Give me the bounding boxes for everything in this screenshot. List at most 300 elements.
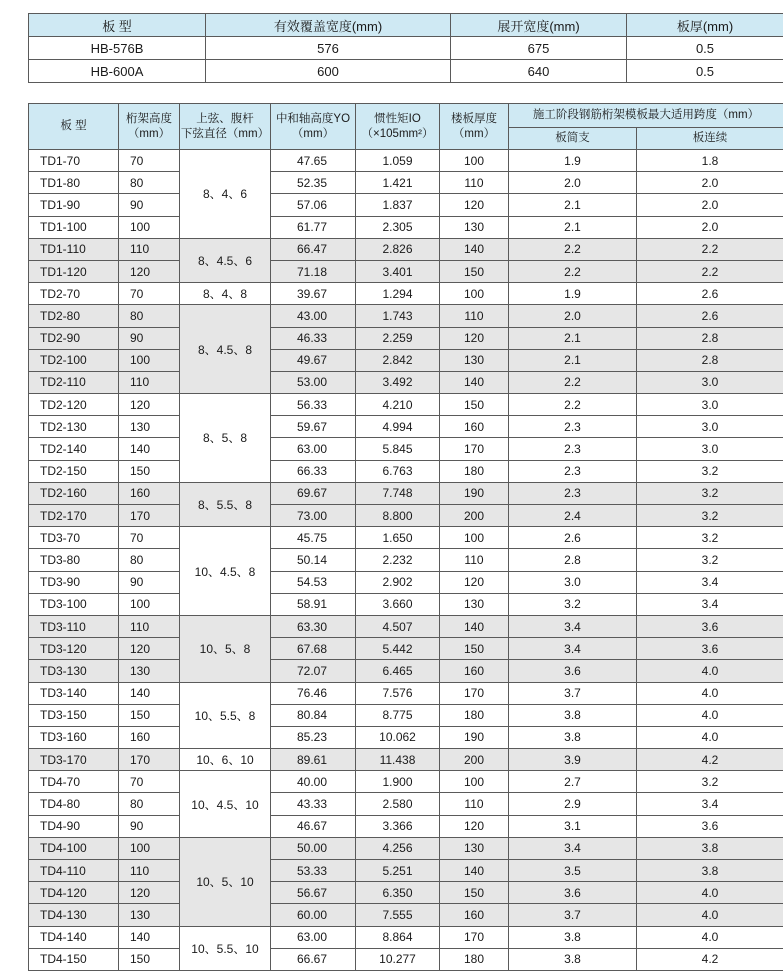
- inertia-cell: 3.492: [356, 371, 440, 393]
- slab-thickness-cell: 170: [440, 926, 509, 948]
- simple-span-cell: 3.7: [509, 904, 637, 926]
- simple-span-cell: 3.4: [509, 638, 637, 660]
- inertia-cell: 7.748: [356, 482, 440, 504]
- header-slab-thickness: [440, 104, 509, 150]
- header-continuous: 板连续: [637, 128, 783, 150]
- inertia-cell: 2.826: [356, 238, 440, 260]
- inertia-cell: 3.366: [356, 815, 440, 837]
- inertia-cell: 8.775: [356, 704, 440, 726]
- table-row: [29, 194, 783, 216]
- simple-span-cell: 2.4: [509, 505, 637, 527]
- header-inertia-l2: （×105mm²）: [361, 127, 434, 140]
- truss-height-cell: 70: [119, 150, 180, 172]
- header-truss-height: [119, 104, 180, 150]
- inertia-cell: 3.660: [356, 593, 440, 615]
- board-type-cell: TD4-100: [29, 837, 119, 859]
- truss-height-cell: 160: [119, 726, 180, 748]
- chord-diameter-cell: 10、5、10: [180, 837, 271, 926]
- continuous-span-cell: 3.6: [637, 638, 783, 660]
- simple-span-cell: 2.8: [509, 549, 637, 571]
- truss-height-cell: 130: [119, 416, 180, 438]
- simple-span-cell: 2.1: [509, 216, 637, 238]
- slab-thickness-cell: 160: [440, 660, 509, 682]
- continuous-span-cell: 3.8: [637, 860, 783, 882]
- board-type-cell: TD2-110: [29, 371, 119, 393]
- simple-span-cell: 3.6: [509, 660, 637, 682]
- table-cell: 0.5: [627, 37, 783, 60]
- inertia-cell: 5.251: [356, 860, 440, 882]
- slab-thickness-cell: 160: [440, 416, 509, 438]
- continuous-span-cell: 4.0: [637, 682, 783, 704]
- header-effective-width: 有效覆盖宽度(mm): [206, 14, 451, 37]
- neutral-axis-cell: 59.67: [271, 416, 356, 438]
- chord-diameter-cell: 8、4.5、6: [180, 238, 271, 282]
- simple-span-cell: 2.7: [509, 771, 637, 793]
- slab-thickness-cell: 130: [440, 837, 509, 859]
- table-cell: HB-600A: [29, 60, 206, 83]
- inertia-cell: 1.743: [356, 305, 440, 327]
- truss-height-cell: 110: [119, 860, 180, 882]
- simple-span-cell: 2.1: [509, 327, 637, 349]
- slab-thickness-cell: 170: [440, 682, 509, 704]
- neutral-axis-cell: 58.91: [271, 593, 356, 615]
- slab-thickness-cell: 170: [440, 438, 509, 460]
- neutral-axis-cell: 50.14: [271, 549, 356, 571]
- table-row: [29, 948, 783, 970]
- continuous-span-cell: 3.2: [637, 549, 783, 571]
- table-row: [29, 416, 783, 438]
- board-type-cell: TD1-90: [29, 194, 119, 216]
- slab-thickness-cell: 130: [440, 349, 509, 371]
- truss-height-cell: 100: [119, 837, 180, 859]
- board-type-cell: TD4-150: [29, 948, 119, 970]
- table-row: [29, 394, 783, 416]
- inertia-cell: 4.210: [356, 394, 440, 416]
- slab-thickness-cell: 190: [440, 482, 509, 504]
- simple-span-cell: 2.0: [509, 305, 637, 327]
- continuous-span-cell: 4.0: [637, 704, 783, 726]
- slab-thickness-cell: 100: [440, 527, 509, 549]
- truss-height-cell: 130: [119, 660, 180, 682]
- header-thickness-l1: 楼板厚度: [451, 112, 497, 125]
- header-chord-l2: 下弦直径（mm）: [180, 127, 270, 140]
- inertia-cell: 2.842: [356, 349, 440, 371]
- header-truss-height-l1: 桁架高度: [126, 112, 172, 125]
- slab-thickness-cell: 130: [440, 593, 509, 615]
- simple-span-cell: 3.8: [509, 948, 637, 970]
- truss-height-cell: 90: [119, 327, 180, 349]
- slab-thickness-cell: 120: [440, 194, 509, 216]
- inertia-cell: 8.800: [356, 505, 440, 527]
- truss-height-cell: 150: [119, 704, 180, 726]
- chord-diameter-cell: 10、5、8: [180, 615, 271, 682]
- truss-height-cell: 120: [119, 638, 180, 660]
- inertia-cell: 1.294: [356, 283, 440, 305]
- chord-diameter-cell: 8、5.5、8: [180, 482, 271, 526]
- table-row: [29, 749, 783, 771]
- truss-height-cell: 170: [119, 749, 180, 771]
- table-row: [29, 327, 783, 349]
- slab-thickness-cell: 140: [440, 615, 509, 637]
- table-row: [29, 660, 783, 682]
- continuous-span-cell: 2.2: [637, 238, 783, 260]
- simple-span-cell: 3.0: [509, 571, 637, 593]
- truss-height-cell: 140: [119, 682, 180, 704]
- board-type-cell: TD3-70: [29, 527, 119, 549]
- simple-span-cell: 2.3: [509, 482, 637, 504]
- neutral-axis-cell: 72.07: [271, 660, 356, 682]
- header-neutral-l1: 中和轴高度YO: [275, 112, 351, 125]
- neutral-axis-cell: 67.68: [271, 638, 356, 660]
- neutral-axis-cell: 66.67: [271, 948, 356, 970]
- neutral-axis-cell: 50.00: [271, 837, 356, 859]
- neutral-axis-cell: 53.00: [271, 371, 356, 393]
- header-board-type: 板 型: [29, 104, 119, 150]
- board-type-cell: TD1-100: [29, 216, 119, 238]
- truss-height-cell: 80: [119, 305, 180, 327]
- header-board-thickness: 板厚(mm): [627, 14, 783, 37]
- simple-span-cell: 2.3: [509, 460, 637, 482]
- header-inertia-l1: 惯性矩IO: [374, 112, 421, 125]
- board-type-cell: TD2-80: [29, 305, 119, 327]
- simple-span-cell: 3.8: [509, 704, 637, 726]
- chord-diameter-cell: 10、4.5、10: [180, 771, 271, 838]
- slab-thickness-cell: 140: [440, 238, 509, 260]
- slab-thickness-cell: 140: [440, 371, 509, 393]
- truss-height-cell: 100: [119, 593, 180, 615]
- inertia-cell: 11.438: [356, 749, 440, 771]
- simple-span-cell: 3.5: [509, 860, 637, 882]
- inertia-cell: 6.465: [356, 660, 440, 682]
- truss-height-cell: 90: [119, 571, 180, 593]
- truss-height-cell: 150: [119, 460, 180, 482]
- table-row: [29, 482, 783, 504]
- truss-height-cell: 110: [119, 371, 180, 393]
- neutral-axis-cell: 61.77: [271, 216, 356, 238]
- table-row: [29, 438, 783, 460]
- simple-span-cell: 3.4: [509, 837, 637, 859]
- table-row: [29, 815, 783, 837]
- inertia-cell: 2.259: [356, 327, 440, 349]
- continuous-span-cell: 3.8: [637, 837, 783, 859]
- board-type-cell: TD3-170: [29, 749, 119, 771]
- inertia-cell: 5.845: [356, 438, 440, 460]
- header-chord-l1: 上弦、腹杆: [196, 112, 254, 125]
- table-cell: 0.5: [627, 60, 783, 83]
- table-row: [29, 172, 783, 194]
- table-row: [29, 593, 783, 615]
- simple-span-cell: 1.9: [509, 150, 637, 172]
- inertia-cell: 5.442: [356, 638, 440, 660]
- slab-thickness-cell: 120: [440, 815, 509, 837]
- board-type-cell: TD3-110: [29, 615, 119, 637]
- neutral-axis-cell: 63.00: [271, 926, 356, 948]
- continuous-span-cell: 4.0: [637, 726, 783, 748]
- neutral-axis-cell: 57.06: [271, 194, 356, 216]
- header-board-type: 板 型: [29, 14, 206, 37]
- board-type-cell: TD2-120: [29, 394, 119, 416]
- truss-height-cell: 80: [119, 793, 180, 815]
- continuous-span-cell: 3.0: [637, 394, 783, 416]
- truss-height-cell: 130: [119, 904, 180, 926]
- truss-height-cell: 170: [119, 505, 180, 527]
- inertia-cell: 1.650: [356, 527, 440, 549]
- table-row: [29, 926, 783, 948]
- continuous-span-cell: 3.4: [637, 593, 783, 615]
- continuous-span-cell: 4.0: [637, 660, 783, 682]
- board-type-cell: TD2-140: [29, 438, 119, 460]
- continuous-span-cell: 2.0: [637, 194, 783, 216]
- header-moment-of-inertia: [356, 104, 440, 150]
- continuous-span-cell: 3.0: [637, 416, 783, 438]
- neutral-axis-cell: 85.23: [271, 726, 356, 748]
- table-row: [29, 549, 783, 571]
- board-type-cell: TD4-80: [29, 793, 119, 815]
- continuous-span-cell: 2.0: [637, 216, 783, 238]
- truss-height-cell: 70: [119, 283, 180, 305]
- table-row: [29, 860, 783, 882]
- table-row: [29, 726, 783, 748]
- slab-thickness-cell: 150: [440, 882, 509, 904]
- continuous-span-cell: 3.2: [637, 505, 783, 527]
- chord-diameter-cell: 8、5、8: [180, 394, 271, 483]
- slab-thickness-cell: 150: [440, 638, 509, 660]
- board-spec-header-row: [29, 14, 783, 37]
- truss-height-cell: 120: [119, 394, 180, 416]
- inertia-cell: 8.864: [356, 926, 440, 948]
- inertia-cell: 6.763: [356, 460, 440, 482]
- simple-span-cell: 2.1: [509, 194, 637, 216]
- board-type-cell: TD1-120: [29, 260, 119, 282]
- slab-thickness-cell: 140: [440, 860, 509, 882]
- board-type-cell: TD2-130: [29, 416, 119, 438]
- board-type-cell: TD2-170: [29, 505, 119, 527]
- simple-span-cell: 2.0: [509, 172, 637, 194]
- board-spec-table: [28, 13, 783, 83]
- continuous-span-cell: 1.8: [637, 150, 783, 172]
- simple-span-cell: 3.2: [509, 593, 637, 615]
- slab-thickness-cell: 150: [440, 260, 509, 282]
- board-type-cell: TD2-160: [29, 482, 119, 504]
- board-type-cell: TD4-70: [29, 771, 119, 793]
- truss-height-cell: 120: [119, 260, 180, 282]
- slab-thickness-cell: 110: [440, 793, 509, 815]
- table-row: [29, 371, 783, 393]
- table-row: [29, 704, 783, 726]
- inertia-cell: 1.059: [356, 150, 440, 172]
- neutral-axis-cell: 52.35: [271, 172, 356, 194]
- inertia-cell: 4.994: [356, 416, 440, 438]
- table-row: [29, 349, 783, 371]
- neutral-axis-cell: 71.18: [271, 260, 356, 282]
- board-type-cell: TD4-130: [29, 904, 119, 926]
- chord-diameter-cell: 8、4、6: [180, 150, 271, 239]
- inertia-cell: 1.900: [356, 771, 440, 793]
- chord-diameter-cell: 10、4.5、8: [180, 527, 271, 616]
- truss-height-cell: 100: [119, 349, 180, 371]
- continuous-span-cell: 3.0: [637, 438, 783, 460]
- truss-height-cell: 160: [119, 482, 180, 504]
- neutral-axis-cell: 46.67: [271, 815, 356, 837]
- table-row: [29, 460, 783, 482]
- table-cell: 640: [451, 60, 627, 83]
- slab-thickness-cell: 200: [440, 505, 509, 527]
- continuous-span-cell: 2.6: [637, 305, 783, 327]
- simple-span-cell: 3.8: [509, 726, 637, 748]
- slab-thickness-cell: 180: [440, 704, 509, 726]
- inertia-cell: 1.421: [356, 172, 440, 194]
- simple-span-cell: 1.9: [509, 283, 637, 305]
- truss-height-cell: 140: [119, 438, 180, 460]
- chord-diameter-cell: 10、5.5、8: [180, 682, 271, 749]
- slab-thickness-cell: 150: [440, 394, 509, 416]
- slab-thickness-cell: 120: [440, 327, 509, 349]
- chord-diameter-cell: 8、4.5、8: [180, 305, 271, 394]
- inertia-cell: 2.232: [356, 549, 440, 571]
- neutral-axis-cell: 63.00: [271, 438, 356, 460]
- simple-span-cell: 2.2: [509, 371, 637, 393]
- truss-height-cell: 150: [119, 948, 180, 970]
- table-row: [29, 682, 783, 704]
- header-neutral-l2: （mm）: [291, 127, 335, 140]
- slab-thickness-cell: 180: [440, 460, 509, 482]
- continuous-span-cell: 3.6: [637, 815, 783, 837]
- header-max-span-group: 施工阶段钢筋桁架模板最大适用跨度（mm）: [509, 104, 783, 128]
- truss-height-cell: 70: [119, 527, 180, 549]
- simple-span-cell: 3.1: [509, 815, 637, 837]
- slab-thickness-cell: 190: [440, 726, 509, 748]
- simple-span-cell: 2.3: [509, 438, 637, 460]
- continuous-span-cell: 3.0: [637, 371, 783, 393]
- simple-span-cell: 3.9: [509, 749, 637, 771]
- continuous-span-cell: 2.8: [637, 327, 783, 349]
- slab-thickness-cell: 100: [440, 150, 509, 172]
- neutral-axis-cell: 54.53: [271, 571, 356, 593]
- inertia-cell: 2.305: [356, 216, 440, 238]
- slab-thickness-cell: 110: [440, 172, 509, 194]
- neutral-axis-cell: 89.61: [271, 749, 356, 771]
- table-row: [29, 37, 783, 60]
- simple-span-cell: 2.2: [509, 238, 637, 260]
- continuous-span-cell: 4.0: [637, 882, 783, 904]
- table-row: [29, 771, 783, 793]
- board-type-cell: TD4-110: [29, 860, 119, 882]
- slab-thickness-cell: 100: [440, 771, 509, 793]
- continuous-span-cell: 3.4: [637, 571, 783, 593]
- continuous-span-cell: 4.2: [637, 948, 783, 970]
- chord-diameter-cell: 8、4、8: [180, 283, 271, 305]
- board-type-cell: TD2-70: [29, 283, 119, 305]
- neutral-axis-cell: 43.00: [271, 305, 356, 327]
- header-thickness-l2: （mm）: [452, 127, 496, 140]
- neutral-axis-cell: 47.65: [271, 150, 356, 172]
- table-row: [29, 260, 783, 282]
- simple-span-cell: 2.2: [509, 260, 637, 282]
- table-cell: 576: [206, 37, 451, 60]
- table-row: [29, 882, 783, 904]
- header-truss-height-l2: （mm）: [127, 127, 171, 140]
- neutral-axis-cell: 73.00: [271, 505, 356, 527]
- slab-thickness-cell: 110: [440, 549, 509, 571]
- inertia-cell: 7.576: [356, 682, 440, 704]
- neutral-axis-cell: 49.67: [271, 349, 356, 371]
- table-row: [29, 615, 783, 637]
- continuous-span-cell: 3.2: [637, 482, 783, 504]
- inertia-cell: 4.256: [356, 837, 440, 859]
- neutral-axis-cell: 66.33: [271, 460, 356, 482]
- continuous-span-cell: 3.2: [637, 771, 783, 793]
- truss-height-cell: 100: [119, 216, 180, 238]
- table-cell: 600: [206, 60, 451, 83]
- board-type-cell: TD3-100: [29, 593, 119, 615]
- inertia-cell: 10.277: [356, 948, 440, 970]
- truss-height-cell: 110: [119, 615, 180, 637]
- header-chord-diameter: [180, 104, 271, 150]
- continuous-span-cell: 4.0: [637, 926, 783, 948]
- inertia-cell: 2.580: [356, 793, 440, 815]
- continuous-span-cell: 4.2: [637, 749, 783, 771]
- simple-span-cell: 3.4: [509, 615, 637, 637]
- board-type-cell: TD3-80: [29, 549, 119, 571]
- inertia-cell: 3.401: [356, 260, 440, 282]
- board-type-cell: TD2-150: [29, 460, 119, 482]
- chord-diameter-cell: 10、5.5、10: [180, 926, 271, 970]
- slab-thickness-cell: 200: [440, 749, 509, 771]
- slab-thickness-cell: 160: [440, 904, 509, 926]
- table-row: [29, 305, 783, 327]
- neutral-axis-cell: 76.46: [271, 682, 356, 704]
- slab-thickness-cell: 100: [440, 283, 509, 305]
- neutral-axis-cell: 66.47: [271, 238, 356, 260]
- table-row: [29, 793, 783, 815]
- header-simple-support: 板简支: [509, 128, 637, 150]
- truss-height-cell: 140: [119, 926, 180, 948]
- simple-span-cell: 2.6: [509, 527, 637, 549]
- truss-height-cell: 110: [119, 238, 180, 260]
- board-type-cell: TD3-130: [29, 660, 119, 682]
- inertia-cell: 1.837: [356, 194, 440, 216]
- truss-height-cell: 90: [119, 815, 180, 837]
- header-unfolded-width: 展开宽度(mm): [451, 14, 627, 37]
- simple-span-cell: 3.8: [509, 926, 637, 948]
- neutral-axis-cell: 53.33: [271, 860, 356, 882]
- simple-span-cell: 2.3: [509, 416, 637, 438]
- neutral-axis-cell: 43.33: [271, 793, 356, 815]
- table-row: [29, 60, 783, 83]
- header-neutral-axis: [271, 104, 356, 150]
- truss-height-cell: 90: [119, 194, 180, 216]
- continuous-span-cell: 2.6: [637, 283, 783, 305]
- board-type-cell: TD1-110: [29, 238, 119, 260]
- table-row: [29, 837, 783, 859]
- board-type-cell: TD4-140: [29, 926, 119, 948]
- continuous-span-cell: 2.0: [637, 172, 783, 194]
- board-type-cell: TD4-120: [29, 882, 119, 904]
- simple-span-cell: 3.6: [509, 882, 637, 904]
- board-type-cell: TD1-70: [29, 150, 119, 172]
- inertia-cell: 7.555: [356, 904, 440, 926]
- table-row: [29, 904, 783, 926]
- table-cell: HB-576B: [29, 37, 206, 60]
- board-type-cell: TD3-90: [29, 571, 119, 593]
- board-type-cell: TD2-100: [29, 349, 119, 371]
- simple-span-cell: 2.1: [509, 349, 637, 371]
- slab-thickness-cell: 120: [440, 571, 509, 593]
- simple-span-cell: 2.9: [509, 793, 637, 815]
- board-type-cell: TD1-80: [29, 172, 119, 194]
- simple-span-cell: 3.7: [509, 682, 637, 704]
- continuous-span-cell: 3.4: [637, 793, 783, 815]
